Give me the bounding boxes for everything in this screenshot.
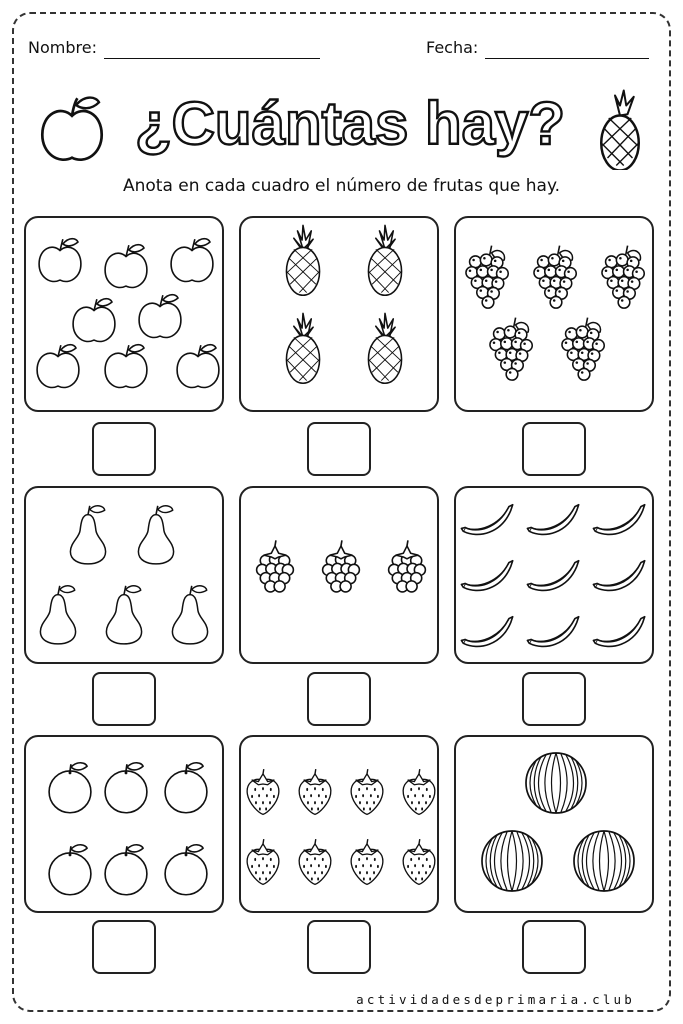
fruit-panel xyxy=(454,735,654,913)
date-field[interactable] xyxy=(485,58,649,59)
fruit-group xyxy=(241,737,441,915)
page-title: ¿Cuántas hay? xyxy=(134,90,566,157)
fruit-group xyxy=(456,218,656,414)
orange-icon xyxy=(105,845,147,895)
fruit-group xyxy=(26,218,226,414)
banana-icon xyxy=(593,617,644,647)
pear-icon xyxy=(138,506,173,564)
pineapple-icon xyxy=(601,91,639,171)
pear-icon xyxy=(172,586,207,644)
banana-icon xyxy=(593,505,644,535)
strawberry-icon xyxy=(351,769,383,814)
fruit-group xyxy=(241,488,441,666)
fruit-group xyxy=(26,488,226,666)
strawberry-icon xyxy=(403,769,435,814)
answer-box[interactable] xyxy=(522,422,586,476)
banana-icon xyxy=(527,617,578,647)
apple-icon xyxy=(177,345,219,388)
fruit-panel xyxy=(454,216,654,412)
pineapple-icon xyxy=(368,313,401,383)
orange-icon xyxy=(165,763,207,813)
fruit-panel xyxy=(24,735,224,913)
instructions: Anota en cada cuadro el número de frutas que hay. xyxy=(122,176,561,196)
apple-icon xyxy=(39,239,81,282)
raspberry-icon xyxy=(257,540,294,592)
grapes-icon xyxy=(602,246,644,309)
pineapple-icon xyxy=(286,313,319,383)
pineapple-icon xyxy=(286,225,319,295)
fruit-panel xyxy=(24,486,224,664)
fruit-group xyxy=(456,737,656,915)
date-label: Fecha: xyxy=(426,38,479,57)
fruit-panel xyxy=(24,216,224,412)
answer-box[interactable] xyxy=(307,920,371,974)
grapes-icon xyxy=(562,318,604,381)
name-label: Nombre: xyxy=(28,38,97,57)
orange-icon xyxy=(165,845,207,895)
answer-box[interactable] xyxy=(522,672,586,726)
apple-icon xyxy=(139,295,181,338)
apple-icon xyxy=(171,239,213,282)
pear-icon xyxy=(106,586,141,644)
watermelon-icon xyxy=(574,831,634,891)
apple-icon xyxy=(73,299,115,342)
title-banner xyxy=(0,80,683,170)
grapes-icon xyxy=(534,246,576,309)
answer-box[interactable] xyxy=(92,920,156,974)
raspberry-icon xyxy=(323,540,360,592)
pineapple-icon xyxy=(368,225,401,295)
answer-box[interactable] xyxy=(522,920,586,974)
footer-url: actividadesdeprimaria.club xyxy=(356,992,635,1007)
watermelon-icon xyxy=(526,753,586,813)
fruit-panel xyxy=(239,735,439,913)
raspberry-icon xyxy=(389,540,426,592)
orange-icon xyxy=(49,845,91,895)
answer-box[interactable] xyxy=(92,422,156,476)
apple-icon xyxy=(42,98,101,160)
fruit-panel xyxy=(239,486,439,664)
fruit-group xyxy=(241,218,441,414)
banana-icon xyxy=(593,561,644,591)
pear-icon xyxy=(70,506,105,564)
fruit-group xyxy=(26,737,226,915)
strawberry-icon xyxy=(351,839,383,884)
grapes-icon xyxy=(466,246,508,309)
fruit-panel xyxy=(454,486,654,664)
strawberry-icon xyxy=(247,839,279,884)
fruit-panel xyxy=(239,216,439,412)
answer-box[interactable] xyxy=(307,672,371,726)
grapes-icon xyxy=(490,318,532,381)
watermelon-icon xyxy=(482,831,542,891)
apple-icon xyxy=(105,245,147,288)
answer-box[interactable] xyxy=(307,422,371,476)
banana-icon xyxy=(461,505,512,535)
name-field[interactable] xyxy=(104,58,320,59)
strawberry-icon xyxy=(299,769,331,814)
banana-icon xyxy=(461,561,512,591)
fruit-group xyxy=(456,488,656,666)
strawberry-icon xyxy=(403,839,435,884)
orange-icon xyxy=(49,763,91,813)
strawberry-icon xyxy=(299,839,331,884)
apple-icon xyxy=(37,345,79,388)
answer-box[interactable] xyxy=(92,672,156,726)
pear-icon xyxy=(40,586,75,644)
orange-icon xyxy=(105,763,147,813)
strawberry-icon xyxy=(247,769,279,814)
apple-icon xyxy=(105,345,147,388)
banana-icon xyxy=(527,561,578,591)
banana-icon xyxy=(461,617,512,647)
banana-icon xyxy=(527,505,578,535)
